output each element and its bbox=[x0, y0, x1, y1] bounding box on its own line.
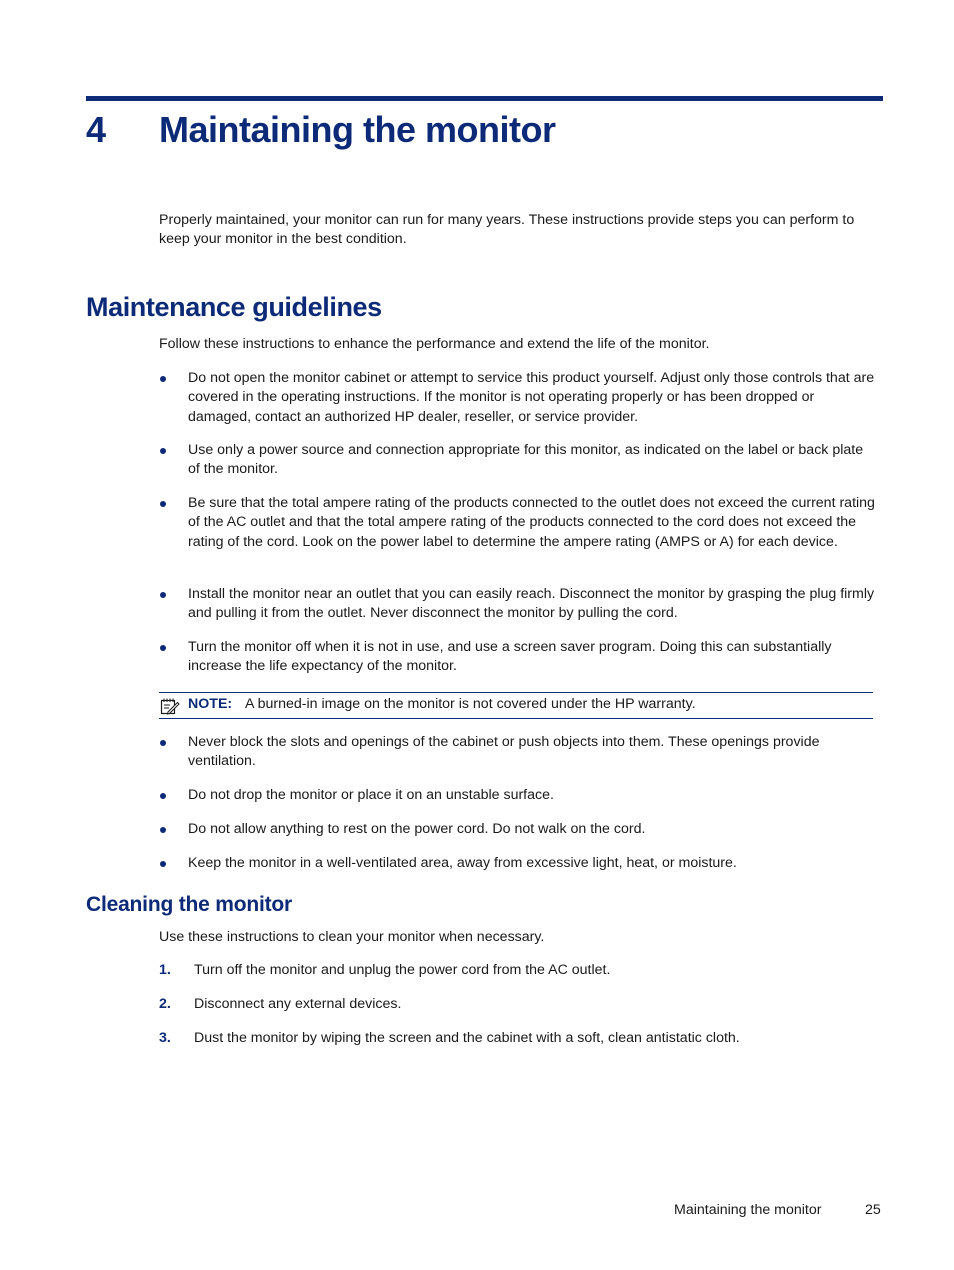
chapter-number: 4 bbox=[86, 109, 107, 150]
page-number: 25 bbox=[865, 1202, 881, 1218]
list-item: Be sure that the total ampere rating of the products connected to the outlet does not exceed the current rating of the AC outlet and that the total ampere rating of the products connected to the cord does not exceed the rating of the cord. Look on the power label to determine the ampere rating (AMPS or A) for each device. bbox=[188, 495, 875, 550]
bullet-marker bbox=[160, 793, 166, 799]
list-item: Do not allow anything to rest on the power cord. Do not walk on the cord. bbox=[188, 821, 646, 837]
list-item: Install the monitor near an outlet that you can easily reach. Disconnect the monitor by grasping the plug firmly and pulling it from the outlet. Never disconnect the monitor by pulling the cord. bbox=[188, 586, 875, 622]
bullet-marker bbox=[160, 861, 166, 867]
note-text: A burned-in image on the monitor is not covered under the HP warranty. bbox=[245, 696, 696, 712]
step-text: Turn off the monitor and unplug the power cord from the AC outlet. bbox=[194, 962, 611, 978]
chapter-rule bbox=[86, 96, 883, 101]
list-item: Turn the monitor off when it is not in use, and use a screen saver program. Doing this can substantially increase the life expectancy of the monitor. bbox=[188, 639, 832, 675]
note-bottom-rule bbox=[159, 718, 873, 719]
bullet-marker bbox=[160, 740, 166, 746]
section-heading-maintenance: Maintenance guidelines bbox=[86, 292, 382, 322]
step-number: 1. bbox=[159, 962, 171, 978]
section-heading-cleaning: Cleaning the monitor bbox=[86, 893, 293, 916]
maintenance-intro: Follow these instructions to enhance the performance and extend the life of the monitor. bbox=[159, 336, 710, 352]
step-text: Disconnect any external devices. bbox=[194, 996, 402, 1012]
list-item: Never block the slots and openings of the cabinet or push objects into them. These openings provide ventilation. bbox=[188, 734, 820, 770]
bullet-marker bbox=[160, 448, 166, 454]
note-pad-icon bbox=[160, 697, 180, 715]
bullet-marker bbox=[160, 501, 166, 507]
bullet-marker bbox=[160, 592, 166, 598]
cleaning-intro: Use these instructions to clean your monitor when necessary. bbox=[159, 929, 545, 945]
footer-section-title: Maintaining the monitor bbox=[674, 1202, 822, 1218]
bullet-marker bbox=[160, 827, 166, 833]
note-label: NOTE: bbox=[188, 696, 233, 712]
bullet-marker bbox=[160, 645, 166, 651]
step-text: Dust the monitor by wiping the screen and the cabinet with a soft, clean antistatic cloth. bbox=[194, 1030, 740, 1046]
step-number: 2. bbox=[159, 996, 171, 1012]
list-item: Keep the monitor in a well-ventilated area, away from excessive light, heat, or moisture. bbox=[188, 855, 737, 871]
chapter-intro: Properly maintained, your monitor can run for many years. These instructions provide steps you can perform to keep your monitor in the best condition. bbox=[159, 212, 855, 248]
list-item: Do not drop the monitor or place it on an unstable surface. bbox=[188, 787, 554, 803]
chapter-title: Maintaining the monitor bbox=[159, 109, 556, 150]
list-item: Do not open the monitor cabinet or attempt to service this product yourself. Adjust only those controls that are covered in the operating instructions. If the monitor is not operating properly or has been dropped or damaged, contact an authorized HP dealer, reseller, or service provider. bbox=[188, 370, 875, 425]
list-item: Use only a power source and connection appropriate for this monitor, as indicated on the label or back plate of the monitor. bbox=[188, 442, 864, 478]
step-number: 3. bbox=[159, 1030, 171, 1046]
note-top-rule bbox=[159, 692, 873, 693]
bullet-marker bbox=[160, 376, 166, 382]
